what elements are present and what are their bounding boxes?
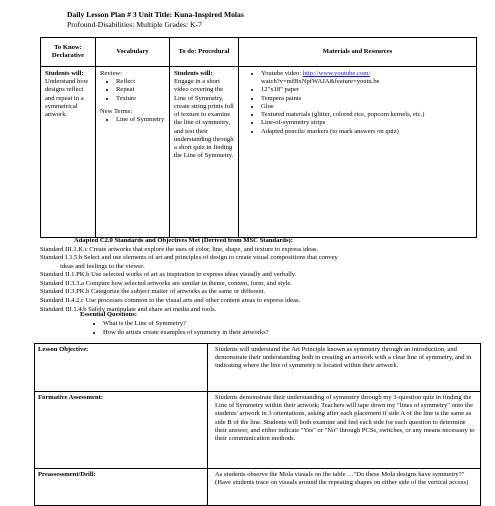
review-list [100,78,166,103]
standard-item-continued: ideas and feelings to the viewer. [60,262,145,270]
overview-content-row [41,67,477,238]
standard-item: Standard II.4.2.c Use processes common to the visual arts and other content areas to express ideas. [40,296,301,304]
to-do-text: Engage in a short video covering the Line of Symmetry, create string prints full of texture to examine the line of symmetry, and test their understanding through a short quiz in finding the Line of Symmetry. [174,78,234,160]
material-item: • Tempera paints [261,95,473,103]
vocabulary-cell [96,67,170,238]
preassessment-value: As students observe the Mola visuals on the table …"Do these Mola designs have symmetry?" (Have students trace on visuals around the repeating shapes on either side of the vertical access) [208,469,481,506]
to-know-cell [41,67,96,238]
formative-assessment-value: Students demonstrate their understanding of symmetry through my 3-question quiz in finding the Line of Symmetry within their artwork; Teachers will tape down my "lines of symmetry" onto the students' artwork in 3 orientations, asking after each placement if side A of the line is the same as side B of the line. Students will both examine and feel each side for each question to determine their answer, and either indicate "Yes" or "No" through PCSs, switches, or any means necessary to their communication methods. [208,392,481,469]
new-terms-label: New Terms: [100,107,133,115]
overview-header-row [41,38,477,67]
lesson-objective-value: Students will understand the Art Principle known as symmetry through an introduction, and demonstrate their understanding both in creating an artwork with a clear line of symmetry, and in indicating where the line of symmetry is located within their artwork. [208,344,481,392]
essential-question-item: • What is the Line of Symmetry? [103,320,269,329]
materials-cell [239,67,477,238]
header-to-do: To do: Procedural [170,38,239,67]
document-title: Daily Lesson Plan # 3 Unit Title: Kuna-Inspired Molas [67,10,244,19]
header-vocabulary: Vocabulary [96,38,170,67]
material-item: • Line-of-symmetry strips [261,119,473,127]
header-materials: Materials and Resources [239,38,477,67]
standards-title: Adapted C2.0 Standards and Objectives Met (Derived from MSC Standards): [74,237,293,244]
material-item: • 12"x18" paper [261,86,473,94]
review-item: • Repeat [116,86,166,94]
students-will-label: Students will: [174,70,213,77]
essential-questions-section [80,311,269,338]
material-item: • Glue [261,103,473,111]
formative-assessment-label: Formative Assessment: [35,392,208,469]
review-label: Review: [100,70,122,77]
header-to-know: To Know: Declarative [41,38,96,67]
video-prefix: Youtube video: [261,70,303,77]
essential-questions-list [80,320,269,338]
material-video-item [261,70,473,86]
review-item: • Reflect [116,78,166,86]
essential-question-item: • How do artists create examples of symmetry in their artworks? [103,329,269,338]
standard-item: Standard I.3.5.b Select and use elements of art and principles of design to create visual compositions that convey [40,254,338,262]
lesson-details-table [34,343,481,506]
new-term-item: • Line of Symmetry [116,116,166,124]
students-will-label: Students will: [45,70,84,77]
standard-item: Standard III.1.4.b Safely manipulate and share art media and tools. [40,305,217,313]
details-row-preassessment [35,469,481,506]
video-url-rest: watch?v=mfBxNpfWAJA&feature=youtu.be [261,78,380,86]
standard-item: Standard II.3.3.a Compare how selected artworks are similar in theme, content, form, and style. [40,279,292,287]
standards-section [40,237,480,314]
review-item: • Texture [116,95,166,103]
lesson-objective-label: Lesson Objective: [35,344,208,392]
document-subtitle: Profound-Disabilities: Multiple Grades: K-7 [67,20,202,29]
lesson-overview-table [40,37,477,238]
to-know-text: Understand how designs reflect and repeat in a symmetrical artwork. [45,78,89,119]
new-terms-list [100,116,166,124]
essential-questions-title: Essential Questions: [80,311,137,318]
document-header [67,10,244,29]
standard-item: Standard III.1.K.c Create artworks that explore the uses of color, line, shape, and texture to express ideas. [40,245,319,253]
youtube-link[interactable]: http://www.youtube.com/ [302,70,371,77]
preassessment-label: Preassessment/Drill: [35,469,208,506]
standard-item: Standard II.1.PK.b Use selected works of art as inspiration to express ideas visually and verbally. [40,271,297,279]
details-row-formative [35,392,481,469]
materials-list [243,70,473,136]
to-do-cell [170,67,239,238]
details-row-objective [35,344,481,392]
material-item: • Textured materials (glitter, colored rice, popcorn kernels, etc.) [261,111,473,119]
material-item: • Adapted pencils/ markers (to mark answers on quiz) [261,128,473,136]
standard-item: Standard II.3.PK.b Categorize the subject matter of artworks as the same or different. [40,288,266,296]
